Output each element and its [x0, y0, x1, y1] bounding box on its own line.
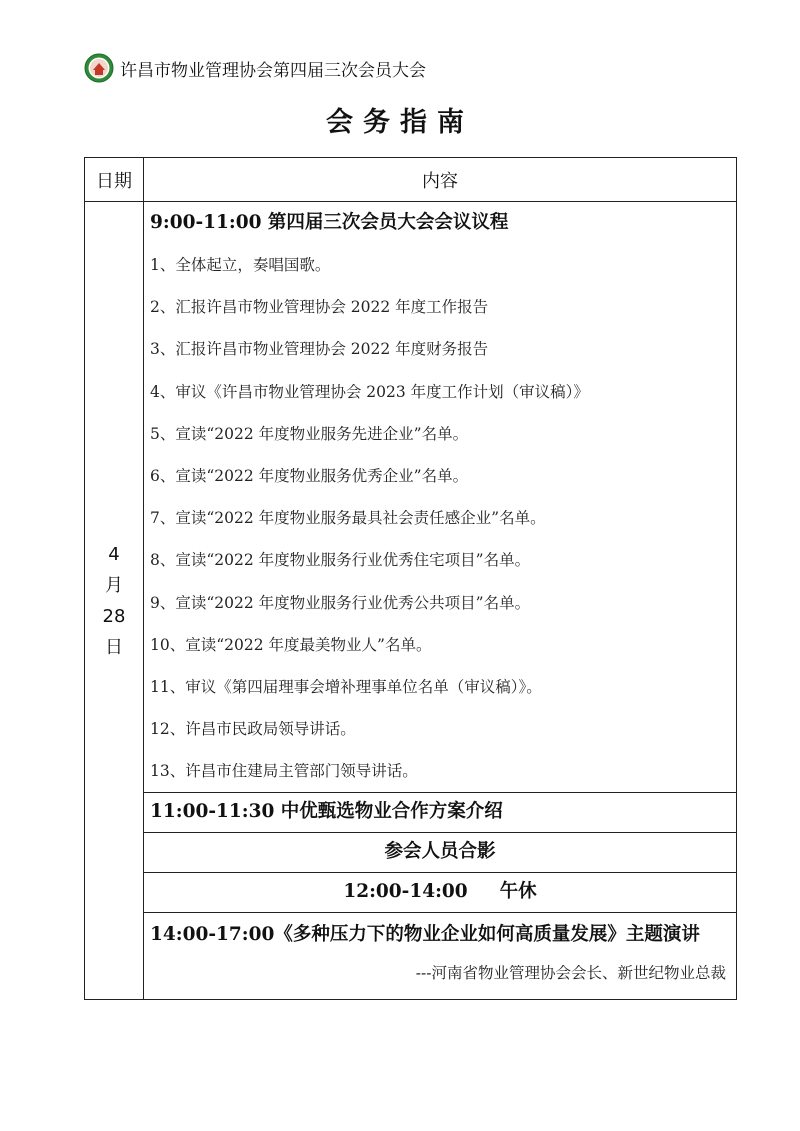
- afternoon-session-row: [85, 913, 737, 1000]
- date-char: 日: [105, 636, 123, 658]
- agenda-item: 3、汇报许昌市物业管理协会 2022 年度财务报告: [150, 340, 489, 359]
- morning-agenda-cell: [144, 202, 737, 793]
- agenda-item: 11、审议《第四届理事会增补理事单位名单（审议稿）》。: [150, 677, 542, 696]
- afternoon-cell: [144, 913, 737, 1000]
- speaker-credit: ---河南省物业管理协会会长、新世纪物业总裁: [415, 964, 726, 983]
- lunch-cell: [144, 873, 737, 913]
- agenda-item: 2、汇报许昌市物业管理协会 2022 年度工作报告: [150, 298, 489, 317]
- agenda-item: 4、审议《许昌市物业管理协会 2023 年度工作计划（审议稿）》: [150, 382, 589, 401]
- page-title: 会务指南: [326, 107, 474, 138]
- morning-session-row: [85, 202, 737, 793]
- date-char: 28: [102, 605, 126, 627]
- intro-cell: [144, 793, 737, 833]
- photo-row: [85, 833, 737, 873]
- lunch-row: [85, 873, 737, 913]
- date-char: 4: [108, 543, 120, 565]
- association-seal-logo: [84, 53, 114, 83]
- agenda-item: 7、宣读“2022 年度物业服务最具社会责任感企业”名单。: [150, 509, 546, 528]
- date-cell: [85, 202, 144, 1000]
- agenda-item: 1、全体起立，奏唱国歌。: [150, 256, 331, 274]
- agenda-item: 6、宣读“2022 年度物业服务优秀企业”名单。: [150, 466, 469, 485]
- table-header-row: [85, 158, 737, 202]
- lunch-time: 12:00-14:00: [343, 881, 468, 903]
- photo-cell: [144, 833, 737, 873]
- afternoon-session-title: 14:00-17:00《多种压力下的物业企业如何高质量发展》主题演讲: [150, 924, 700, 946]
- column-header-content: 内容: [144, 158, 737, 202]
- morning-session-title: 9:00-11:00 第四届三次会员大会会议议程: [150, 212, 509, 233]
- column-header-date: 日期: [85, 158, 144, 202]
- intro-session-title: 11:00-11:30 中优甄选物业合作方案介绍: [150, 801, 503, 823]
- intro-row: [85, 793, 737, 833]
- agenda-item: 10、宣读“2022 年度最美物业人”名单。: [150, 635, 432, 654]
- agenda-table: [84, 157, 737, 1000]
- document-header: [84, 52, 426, 84]
- group-photo-label: 参会人员合影: [384, 841, 496, 863]
- agenda-item: 5、宣读“2022 年度物业服务先进企业”名单。: [150, 424, 469, 443]
- lunch-label: 午休: [499, 881, 537, 903]
- agenda-item: 12、许昌市民政局领导讲话。: [150, 720, 356, 739]
- header-title: 许昌市物业管理协会第四届三次会员大会: [120, 60, 426, 81]
- agenda-item: 13、许昌市住建局主管部门领导讲话。: [150, 762, 418, 781]
- agenda-item: 8、宣读“2022 年度物业服务行业优秀住宅项目”名单。: [150, 551, 531, 570]
- date-char: 月: [105, 574, 123, 596]
- lunch-break: [144, 873, 736, 911]
- agenda-item: 9、宣读“2022 年度物业服务行业优秀公共项目”名单。: [150, 593, 531, 612]
